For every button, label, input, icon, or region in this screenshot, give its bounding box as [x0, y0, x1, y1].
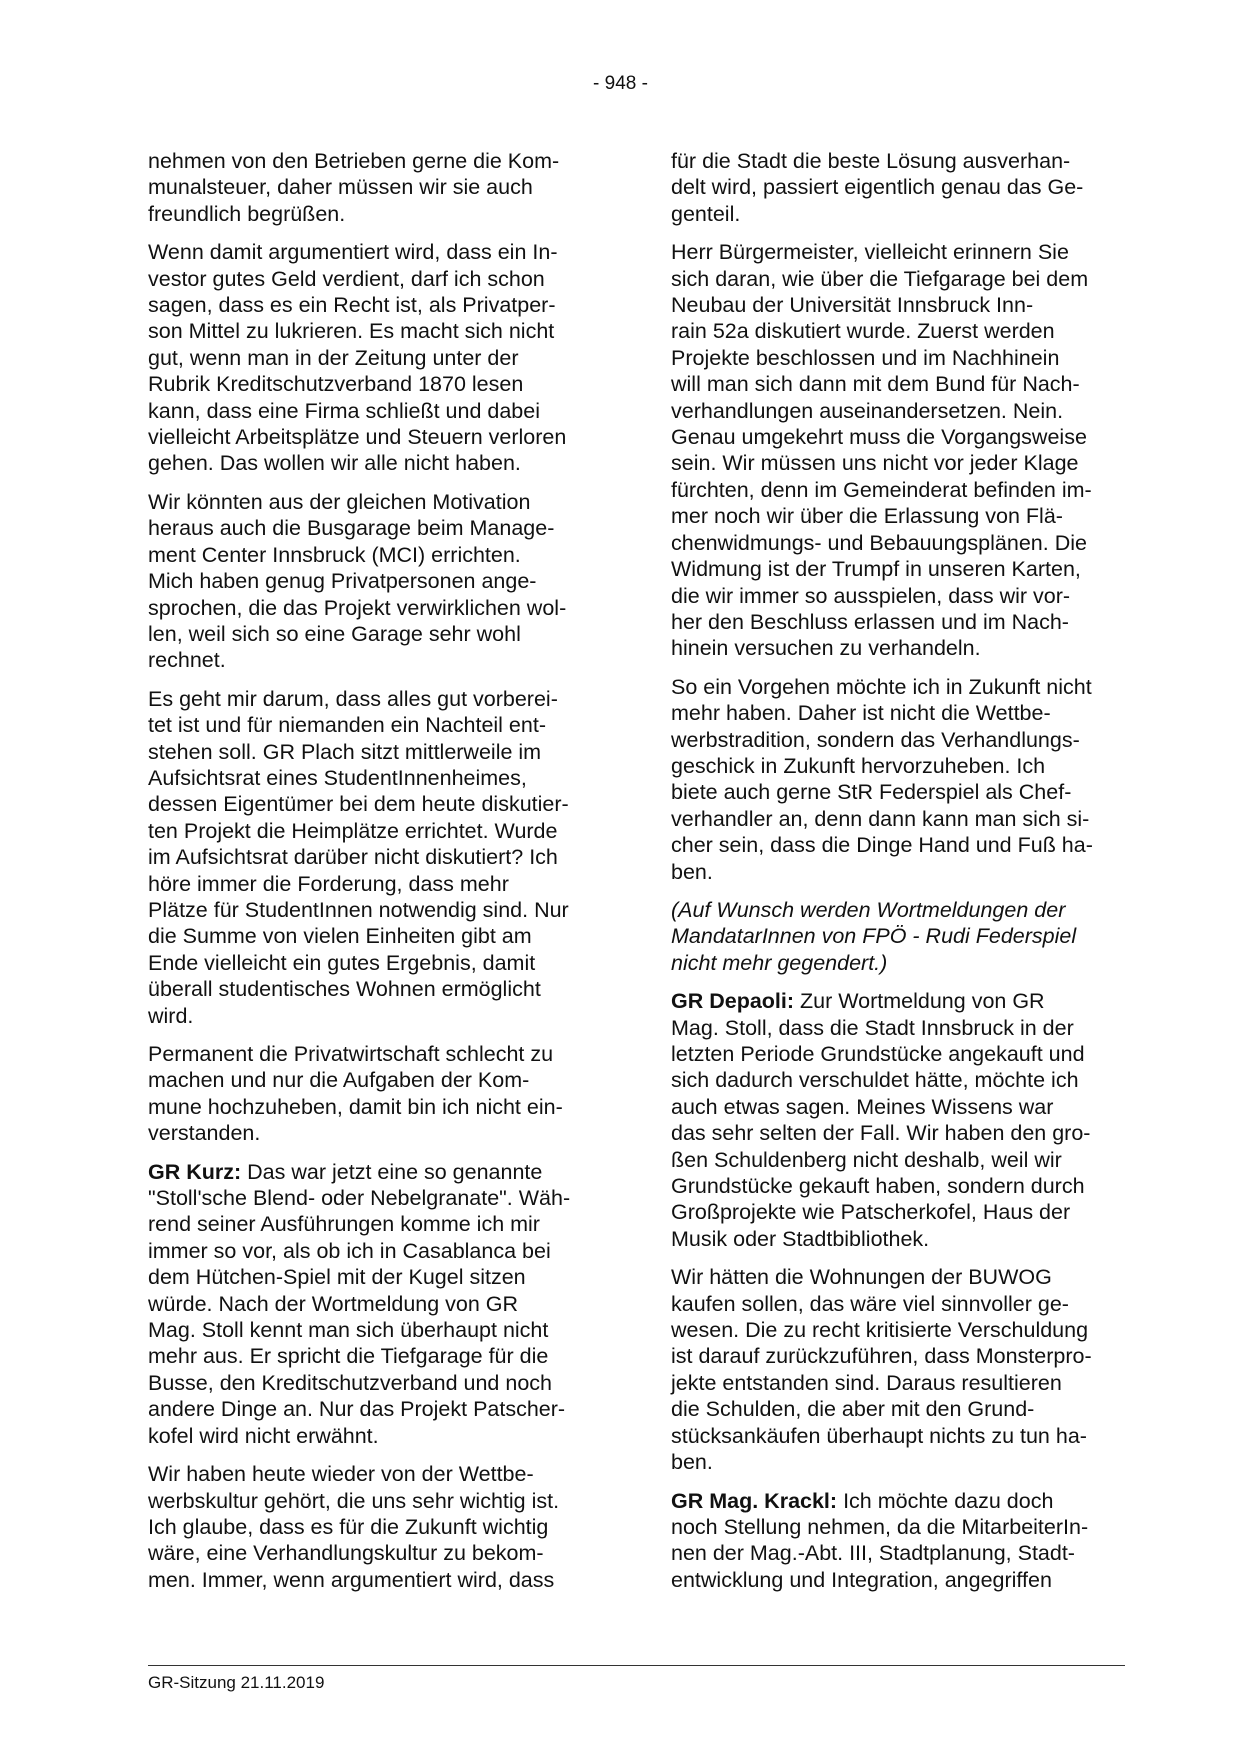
text-line: höre immer die Forderung, dass mehr: [148, 871, 509, 896]
text-line: die wir immer so ausspielen, dass wir vor-: [671, 583, 1071, 608]
paragraph: [148, 1041, 603, 1147]
page-number: - 948 -: [593, 73, 648, 94]
text-line: So ein Vorgehen möchte ich in Zukunft nicht: [671, 674, 1092, 699]
text-line: im Aufsichtsrat darüber nicht diskutiert? Ich: [148, 845, 558, 870]
paragraph: [671, 239, 1126, 662]
text-line: Neubau der Universität Innsbruck Inn-: [671, 293, 1034, 318]
text-line: mehr haben. Daher ist nicht die Wettbe-: [671, 701, 1051, 726]
text-line: sagen, dass es ein Recht ist, als Privatper-: [148, 293, 556, 318]
text-line: mer noch wir über die Erlassung von Flä-: [671, 504, 1063, 529]
text-line: men. Immer, wenn argumentiert wird, dass: [148, 1567, 555, 1592]
text-line: rain 52a diskutiert wurde. Zuerst werden: [671, 319, 1055, 344]
text-line: dem Hütchen-Spiel mit der Kugel sitzen: [148, 1265, 526, 1290]
text-line: rend seiner Ausführungen komme ich mir: [148, 1212, 540, 1237]
paragraph: [148, 686, 603, 1029]
text-line: chenwidmungs- und Bebauungsplänen. Die: [671, 530, 1087, 555]
text-line: noch Stellung nehmen, da die MitarbeiterIn-: [671, 1514, 1089, 1539]
text-line: stehen soll. GR Plach sitzt mittlerweile im: [148, 739, 542, 764]
text-line: Es geht mir darum, dass alles gut vorberei-: [148, 686, 558, 711]
text-line: Permanent die Privatwirtschaft schlecht zu: [148, 1042, 554, 1066]
text-line: Wir könnten aus der gleichen Motivation: [148, 489, 531, 514]
text-line: Genau umgekehrt muss die Vorgangsweise: [671, 425, 1087, 450]
text-line: munalsteuer, daher müssen wir sie auch: [148, 175, 533, 200]
paragraph: [671, 148, 1126, 227]
text-line: vielleicht Arbeitsplätze und Steuern verloren: [148, 425, 567, 450]
text-line: (Auf Wunsch werden Wortmeldungen der: [671, 897, 1066, 922]
right-column: [671, 148, 1126, 1605]
paragraph: [671, 1264, 1126, 1475]
text-line: mune hochzuheben, damit bin ich nicht ein-: [148, 1094, 563, 1119]
paragraph: [148, 239, 603, 477]
text-line: überall studentisches Wohnen ermöglicht: [148, 977, 541, 1002]
text-line: nehmen von den Betrieben gerne die Kom-: [148, 149, 560, 173]
text-line: kaufen sollen, das wäre viel sinnvoller ge-: [671, 1291, 1069, 1316]
text-line: sein. Wir müssen uns nicht vor jeder Klage: [671, 451, 1079, 476]
text-line: ment Center Innsbruck (MCI) errichten.: [148, 542, 521, 567]
text-line: tet ist und für niemanden ein Nachteil ent-: [148, 713, 546, 738]
text-line: Herr Bürgermeister, vielleicht erinnern Sie: [671, 240, 1069, 265]
text-line: Rubrik Kreditschutzverband 1870 lesen: [148, 372, 524, 397]
text-line: Aufsichtsrat eines StudentInnenheimes,: [148, 765, 527, 790]
paragraph: [148, 148, 603, 227]
text-line: machen und nur die Aufgaben der Kom-: [148, 1068, 530, 1093]
text-line: mehr aus. Er spricht die Tiefgarage für die: [148, 1344, 549, 1369]
text-line: andere Dinge an. Nur das Projekt Patscher-: [148, 1397, 566, 1422]
text-line: ben.: [671, 859, 713, 884]
paragraph: [148, 1461, 603, 1593]
text-line: kann, dass eine Firma schließt und dabei: [148, 398, 540, 423]
text-line: jekte entstanden sind. Daraus resultieren: [671, 1370, 1062, 1395]
text-line: [671, 1488, 1126, 1514]
text-line: [671, 988, 1126, 1014]
text-line: für die Stadt die beste Lösung ausverhan-: [671, 149, 1071, 173]
footer-session-date: GR-Sitzung 21.11.2019: [148, 1673, 325, 1692]
text-line: entwicklung und Integration, angegriffen: [671, 1567, 1052, 1592]
line-text: Ich möchte dazu doch: [843, 1488, 1054, 1513]
text-line: heraus auch die Busgarage beim Manage-: [148, 516, 555, 541]
text-line: verhandlungen auseinandersetzen. Nein.: [671, 398, 1064, 423]
text-line: her den Beschluss erlassen und im Nach-: [671, 609, 1069, 634]
text-line: nicht mehr gegendert.): [671, 950, 888, 975]
line-text: Das war jetzt eine so genannte: [247, 1159, 543, 1184]
text-line: werbstradition, sondern das Verhandlungs-: [671, 727, 1080, 752]
text-line: werbskultur gehört, die uns sehr wichtig ist.: [148, 1488, 560, 1513]
text-line: auch etwas sagen. Meines Wissens war: [671, 1094, 1054, 1119]
text-line: MandatarInnen von FPÖ - Rudi Federspiel: [671, 924, 1077, 949]
text-line: Musik oder Stadtbibliothek.: [671, 1226, 930, 1251]
text-line: sich dadurch verschuldet hätte, möchte ich: [671, 1068, 1079, 1093]
footer-divider: [148, 1665, 1125, 1666]
line-text: Zur Wortmeldung von GR: [800, 989, 1045, 1014]
text-line: die Summe von vielen Einheiten gibt am: [148, 924, 532, 949]
text-line: Wenn damit argumentiert wird, dass ein In-: [148, 240, 558, 265]
text-line: ist darauf zurückzuführen, dass Monsterpro-: [671, 1344, 1092, 1369]
text-line: Plätze für StudentInnen notwendig sind. Nur: [148, 897, 569, 922]
text-line: Busse, den Kreditschutzverband und noch: [148, 1370, 552, 1395]
speaker-name: GR Kurz:: [148, 1159, 242, 1184]
text-line: will man sich dann mit dem Bund für Nach-: [671, 372, 1080, 397]
text-line: wäre, eine Verhandlungskultur zu bekom-: [148, 1541, 544, 1566]
text-line: "Stoll'sche Blend- oder Nebelgranate". Wäh-: [148, 1186, 571, 1211]
text-line: Mich haben genug Privatpersonen ange-: [148, 569, 537, 594]
text-line: son Mittel zu lukrieren. Es macht sich nicht: [148, 319, 555, 344]
text-line: würde. Nach der Wortmeldung von GR: [148, 1291, 519, 1316]
text-line: wesen. Die zu recht kritisierte Verschuldung: [671, 1318, 1089, 1343]
text-line: fürchten, denn im Gemeinderat befinden im-: [671, 477, 1092, 502]
text-line: biete auch gerne StR Federspiel als Chef-: [671, 780, 1072, 805]
text-line: das sehr selten der Fall. Wir haben den gro-: [671, 1121, 1091, 1146]
text-line: Mag. Stoll, dass die Stadt Innsbruck in der: [671, 1015, 1074, 1040]
editorial-note: [671, 897, 1126, 976]
left-column: [148, 148, 603, 1605]
speaker-paragraph: [148, 1159, 603, 1449]
speaker-name: GR Mag. Krackl:: [671, 1488, 838, 1513]
text-line: geschick in Zukunft hervorzuheben. Ich: [671, 753, 1046, 778]
text-line: Widmung ist der Trumpf in unseren Karten,: [671, 557, 1081, 582]
text-line: Wir hätten die Wohnungen der BUWOG: [671, 1265, 1052, 1290]
text-line: ben.: [671, 1450, 713, 1475]
speaker-name: GR Depaoli:: [671, 989, 795, 1014]
text-line: dessen Eigentümer bei dem heute diskutier-: [148, 792, 569, 817]
speaker-paragraph: [671, 1488, 1126, 1594]
text-line: Grundstücke gekauft haben, sondern durch: [671, 1174, 1085, 1199]
text-line: Großprojekte wie Patscherkofel, Haus der: [671, 1200, 1071, 1225]
text-line: Ende vielleicht ein gutes Ergebnis, damit: [148, 950, 536, 975]
text-line: sich daran, wie über die Tiefgarage bei dem: [671, 266, 1089, 291]
text-line: kofel wird nicht erwähnt.: [148, 1423, 379, 1448]
text-line: vestor gutes Geld verdient, darf ich schon: [148, 266, 545, 291]
text-line: nen der Mag.-Abt. III, Stadtplanung, Stadt-: [671, 1541, 1075, 1566]
text-line: len, weil sich so eine Garage sehr wohl: [148, 621, 521, 646]
text-line: cher sein, dass die Dinge Hand und Fuß ha-: [671, 833, 1093, 858]
text-line: Wir haben heute wieder von der Wettbe-: [148, 1462, 534, 1487]
text-line: ten Projekt die Heimplätze errichtet. Wurde: [148, 818, 558, 843]
text-line: stücksankäufen überhaupt nichts zu tun ha-: [671, 1423, 1087, 1448]
text-line: freundlich begrüßen.: [148, 201, 346, 226]
paragraph: [148, 489, 603, 674]
text-line: verhandler an, denn dann kann man sich si-: [671, 806, 1090, 831]
text-line: hinein versuchen zu verhandeln.: [671, 636, 981, 661]
text-line: gehen. Das wollen wir alle nicht haben.: [148, 451, 521, 476]
text-line: die Schulden, die aber mit den Grund-: [671, 1397, 1035, 1422]
text-line: verstanden.: [148, 1121, 261, 1146]
paragraph: [671, 674, 1126, 885]
text-line: immer so vor, als ob ich in Casablanca bei: [148, 1238, 551, 1263]
text-line: sprochen, die das Projekt verwirklichen wol-: [148, 595, 567, 620]
text-line: [148, 1159, 603, 1185]
text-line: Projekte beschlossen und im Nachhinein: [671, 345, 1060, 370]
text-line: letzten Periode Grundstücke angekauft und: [671, 1042, 1085, 1066]
text-line: rechnet.: [148, 648, 226, 673]
text-line: Mag. Stoll kennt man sich überhaupt nicht: [148, 1318, 549, 1343]
speaker-paragraph: [671, 988, 1126, 1252]
text-line: gut, wenn man in der Zeitung unter der: [148, 345, 519, 370]
text-line: genteil.: [671, 201, 741, 226]
text-line: delt wird, passiert eigentlich genau das Ge-: [671, 175, 1084, 200]
text-line: wird.: [148, 1003, 194, 1028]
text-line: ßen Schuldenberg nicht deshalb, weil wir: [671, 1147, 1062, 1172]
text-line: Ich glaube, dass es für die Zukunft wichtig: [148, 1514, 549, 1539]
